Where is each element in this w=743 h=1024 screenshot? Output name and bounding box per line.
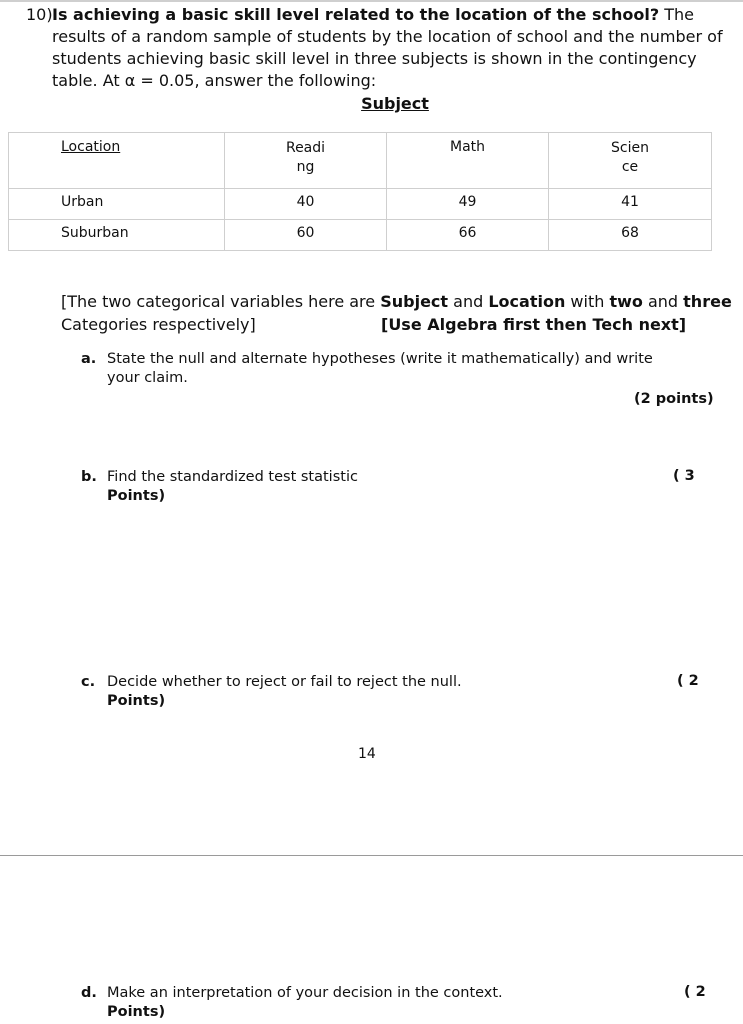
question-number: 10): [26, 5, 53, 24]
cell-value: 49: [387, 189, 549, 220]
question-body: The results of a random sample of students by the location of school and the number of students achieving basic skill level in three subjects is shown in the contingency table. At α = 0.05, answer the following:: [52, 5, 723, 90]
part-letter: d.: [81, 985, 97, 1001]
table-header-row: [9, 133, 712, 189]
part-text: State the null and alternate hypotheses (write it mathematically) and write your claim.: [107, 351, 653, 386]
top-divider: [0, 0, 743, 2]
cell-value: 68: [548, 220, 711, 251]
part-b-points: ( 3: [673, 468, 695, 484]
contingency-table: [8, 132, 712, 251]
tech-instruction: [Use Algebra first then Tech next]: [381, 315, 687, 334]
cell-value: 40: [224, 189, 386, 220]
variables-note: [The two categorical variables here are Subject and Location with two and three Categories respectively] [Use Algebra first then Tech next]: [61, 292, 732, 334]
header-math: Math: [387, 133, 549, 189]
page-break-line: [0, 855, 743, 856]
table-caption: Subject: [361, 94, 429, 113]
points-suffix: Points): [107, 693, 166, 709]
row-location: Suburban: [9, 220, 225, 251]
part-a-points: (2 points): [634, 391, 714, 407]
table-row: [9, 220, 712, 251]
header-location: Location: [9, 133, 225, 189]
part-letter: c.: [81, 674, 96, 690]
part-d-points: ( 2: [684, 984, 706, 1000]
question-title: Is achieving a basic skill level related to the location of the school?: [52, 5, 660, 24]
part-text: Make an interpretation of your decision in the context.: [107, 985, 503, 1001]
part-c-points: ( 2: [677, 673, 699, 689]
points-suffix: Points): [107, 1004, 166, 1020]
question-text: [52, 4, 724, 92]
cell-value: 60: [224, 220, 386, 251]
part-text: Decide whether to reject or fail to reject the null.: [107, 674, 462, 690]
row-location: Urban: [9, 189, 225, 220]
cell-value: 41: [548, 189, 711, 220]
table-row: [9, 189, 712, 220]
header-reading: Reading: [224, 133, 386, 189]
header-science: Science: [548, 133, 711, 189]
points-suffix: Points): [107, 488, 166, 504]
part-letter: a.: [81, 351, 97, 367]
page-number: 14: [358, 746, 376, 762]
part-text: Find the standardized test statistic: [107, 469, 358, 485]
cell-value: 66: [387, 220, 549, 251]
part-letter: b.: [81, 469, 97, 485]
